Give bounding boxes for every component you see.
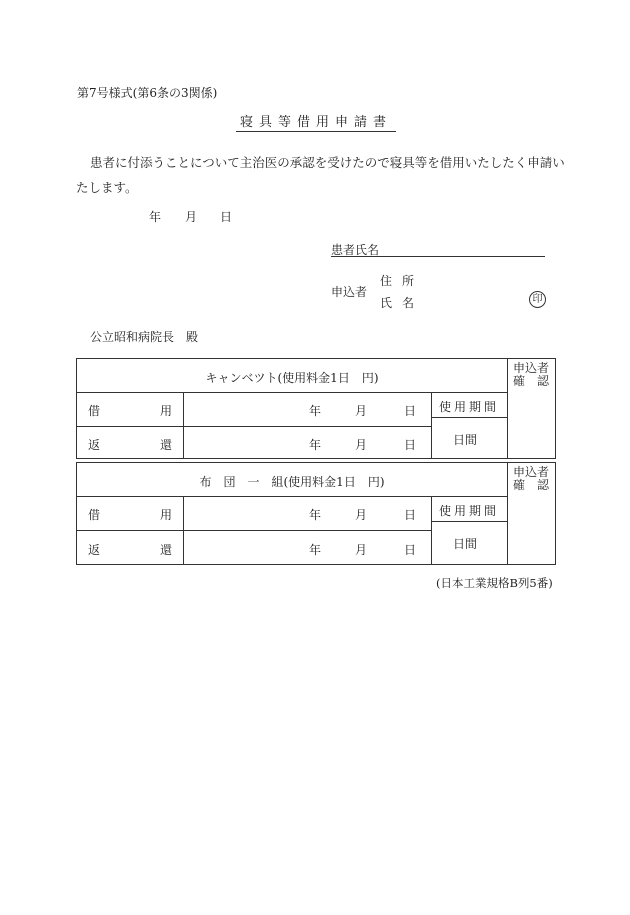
return-label: 返 還	[88, 543, 173, 557]
return-label: 返 還	[88, 438, 173, 452]
date-year-label: 年	[149, 210, 162, 224]
section-item-label: キャンベツト(使用料金1日 円)	[205, 371, 379, 385]
applicant-name-label: 氏名	[380, 296, 425, 310]
borrow-month-label: 月	[355, 508, 368, 522]
borrow-day-label: 日	[404, 404, 417, 418]
return-month-label: 月	[355, 543, 368, 557]
date-month-label: 月	[185, 210, 198, 224]
patient-name-field[interactable]	[331, 256, 545, 257]
applicant-confirm-label	[507, 362, 555, 388]
borrow-label: 借 用	[88, 508, 173, 522]
borrow-month-label: 月	[355, 404, 368, 418]
borrow-year-label: 年	[309, 404, 322, 418]
section-table-cabinet-bed	[76, 358, 556, 459]
return-year-label: 年	[309, 543, 322, 557]
usage-period-label: 使用期間	[438, 504, 499, 518]
confirm-bottom: 確 認	[512, 374, 549, 388]
section-table-futon-set	[76, 462, 556, 565]
confirm-top: 申込者	[512, 465, 549, 479]
form-title: 寝具等借用申請書	[236, 111, 396, 132]
confirm-top: 申込者	[512, 361, 549, 375]
patient-name-label: 患者氏名	[331, 243, 380, 257]
confirm-bottom: 確 認	[512, 478, 549, 492]
section-item-label: 布 団 一 組(使用料金1日 円)	[199, 475, 385, 489]
paper-size-note: (日本工業規格B列5番)	[436, 576, 553, 590]
applicant-confirm-label	[507, 466, 555, 492]
return-month-label: 月	[355, 438, 368, 452]
usage-period-label: 使用期間	[438, 400, 499, 414]
borrow-year-label: 年	[309, 508, 322, 522]
applicant-address-label: 住所	[380, 274, 425, 288]
borrow-day-label: 日	[404, 508, 417, 522]
form-number: 第7号様式(第6条の3関係)	[77, 86, 218, 100]
borrow-label: 借 用	[88, 404, 173, 418]
date-day-label: 日	[220, 210, 233, 224]
days-label: 日間	[453, 537, 478, 551]
return-day-label: 日	[404, 438, 417, 452]
seal-mark: 印	[529, 291, 546, 308]
return-day-label: 日	[404, 543, 417, 557]
return-year-label: 年	[309, 438, 322, 452]
body-text: 患者に付添うことについて主治医の承認を受けたので寝具等を借用いたしたく申請いたします。	[76, 155, 565, 195]
applicant-label: 申込者	[331, 285, 368, 299]
days-label: 日間	[453, 433, 478, 447]
recipient-line: 公立昭和病院長 殿	[90, 330, 199, 344]
